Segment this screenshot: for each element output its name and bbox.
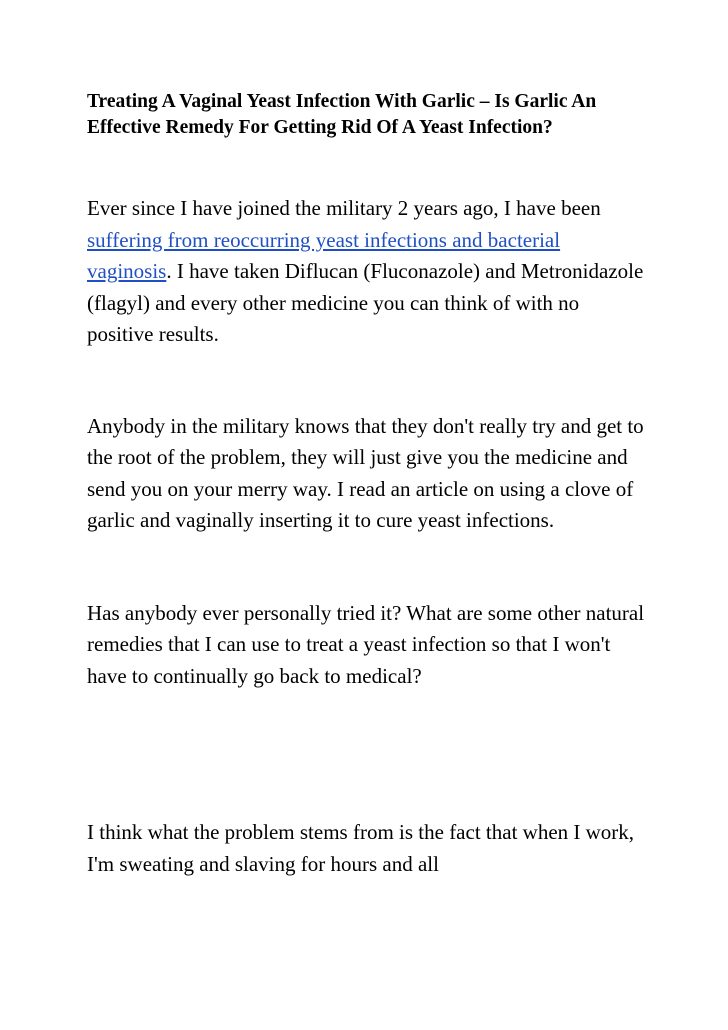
paragraph-2: Anybody in the military knows that they don't really try and get to the root of the problem, they will just give you the medicine and send you on your merry way. I read an article on using a clove of garlic and vaginally inserting it to cure yeast infections. [87, 413, 644, 532]
document-title: Treating A Vaginal Yeast Infection With Garlic – Is Garlic An Effective Remedy For Getting Rid Of A Yeast Infection? [87, 91, 597, 138]
paragraph-1-text-start: Ever since I have joined the military 2 years ago, I have been [87, 196, 601, 220]
paragraph-3: Has anybody ever personally tried it? What are some other natural remedies that I can use to treat a yeast infection so that I won't have to continually go back to medical? [87, 600, 645, 688]
paragraph-1-text-end: . I have taken Diflucan (Fluconazole) and Metronidazole (flagyl) and every other medicine you can think of with no positive results. [87, 259, 644, 346]
spacer [87, 141, 647, 193]
paragraph-4: I think what the problem stems from is the fact that when I work, I'm sweating and slaving for hours and all [87, 820, 635, 876]
spacer [87, 692, 647, 817]
paragraph-1 [87, 193, 647, 351]
document-body [87, 89, 647, 880]
yeast-infection-link[interactable]: suffering from reoccurring yeast infections and bacterial vaginosis [87, 227, 561, 283]
spacer [87, 351, 647, 411]
spacer [87, 537, 647, 598]
